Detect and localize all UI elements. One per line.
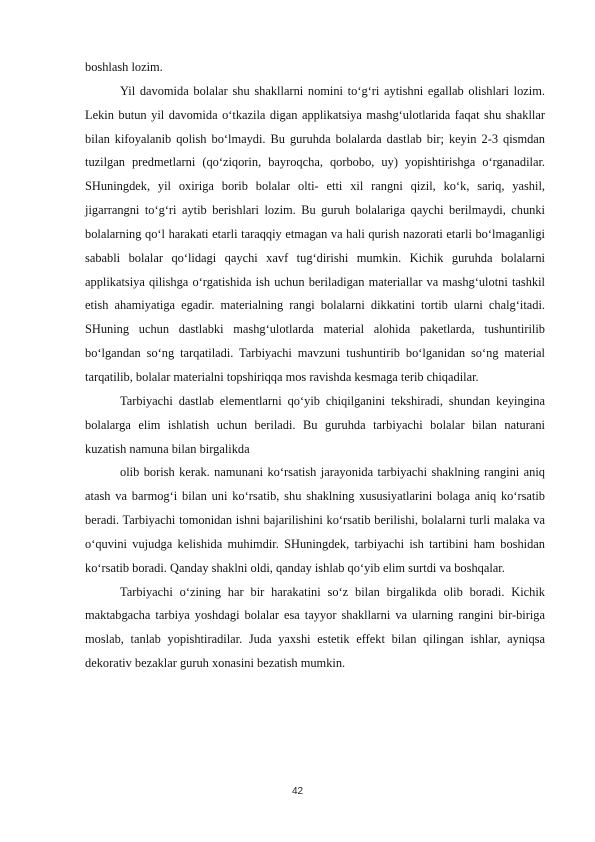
page-number: 42 xyxy=(291,786,304,797)
paragraph-4: Tarbiyachi o‘zining har bir harakatini so‘z bilan birgalikda olib boradi. Kichik maktabgacha tarbiya yoshdagi bolalar esa tayyor shakllarni va ularning rangini bir-biriga moslab, tanlab yopishtiradilar. Juda yaxshi estetik effekt bilan qilingan ishlar, ayniqsa dekorativ bezaklar guruh xonasini bezatish mumkin. xyxy=(85,584,545,671)
paragraph-3: olib borish kerak. namunani ko‘rsatish jarayonida tarbiyachi shaklning rangini aniq atash va barmog‘i bilan uni ko‘rsatib, shu shaklning xususiyatlarini bolaga aniq ko‘rsatib beradi. Tarbiyachi tomonidan ishni bajarilishini ko‘rsatib berilishi, bolalarni turli malaka va o‘quvini vujudga kelishida muhimdir. SHuningdek, tarbiyachi ish tartibini ham boshidan ko‘rsatib boradi. Qanday shaklni oldi, qanday ishlab qo‘yib elim surtdi va boshqalar. xyxy=(85,465,545,575)
paragraph-1: Yil davomida bolalar shu shakllarni nomini to‘g‘ri aytishni egallab olishlari lozim. Lekin butun yil davomida o‘tkazila digan applikatsiya mashg‘ulotlarida faqat shu shakllar bilan kifoyalanib qolish bo‘lmaydi. Bu guruhda bolalarda dastlab bir; keyin 2-3 qismdan tuzilgan predmetlarni (qo‘ziqorin, bayroqcha, qorbobo, uy) yopishtirishga o‘rganadilar. SHuningdek, yil oxiriga borib bolalar olti- etti xil rangni qizil, ko‘k, sariq, yashil, jigarrangni to‘g‘ri aytib berishlari lozim. Bu guruh bolalariga qaychi berilmaydi, chunki bolalarning qo‘l harakati etarli taraqqiy etmagan va hali qurish nazorati etarli bo‘lmaganligi sababli bolalar qo‘lidagi qaychi xavf tug‘dirishi mumkin. Kichik guruhda bolalarni applikatsiya qilishga o‘rgatishida ish uchun beriladigan materiallar va mashg‘ulotni tashkil etish ahamiyatiga egadir. materialning rangi bolalarni dikkatini tortib ularni chalg‘itadi. SHuning uchun dastlabki mashg‘ulotlarda material alohida paketlarda, tushuntirilib bo‘lgandan so‘ng tarqatiladi. Tarbiyachi mavzuni tushuntirib bo‘lganidan so‘ng material tarqatilib, bolalar materialni topshiriqqa mos ravishda kesmaga terib chiqadilar. xyxy=(85,83,545,384)
paragraph-continuation: boshlash lozim. xyxy=(85,60,163,74)
page-body xyxy=(85,56,545,676)
paragraph-2: Tarbiyachi dastlab elementlarni qo‘yib chiqilganini tekshiradi, shundan keyingina bolalarga elim ishlatish uchun beriladi. Bu guruhda tarbiyachi bolalar bilan naturani kuzatish namuna bilan birgalikda xyxy=(85,393,545,456)
